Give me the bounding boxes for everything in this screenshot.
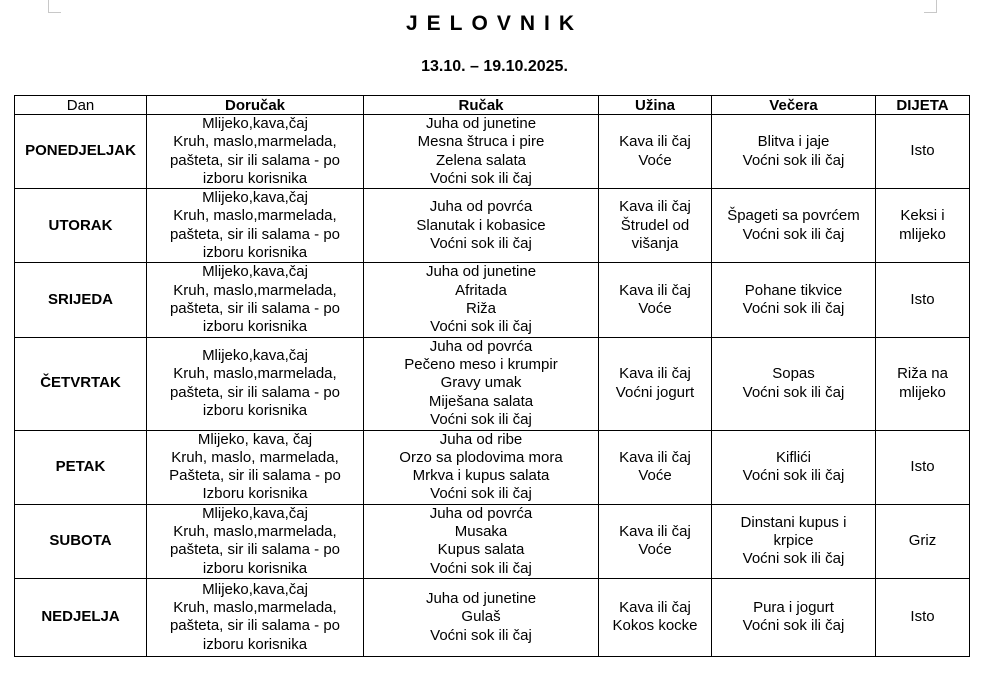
header-dinner: Večera xyxy=(712,96,876,115)
cell-line: Dinstani kupus i xyxy=(740,513,847,531)
cell-line: Juha od junetine xyxy=(425,263,537,281)
dinner-cell xyxy=(712,504,876,578)
header-row xyxy=(15,96,970,115)
cell-line: Voćni sok ili čaj xyxy=(430,626,532,644)
cell-line: Musaka xyxy=(454,523,508,541)
cell-line: Miješana salata xyxy=(428,392,534,410)
dinner-cell xyxy=(712,263,876,337)
cell-line: pašteta, sir ili salama - po xyxy=(169,151,341,169)
cell-line: Keksi i xyxy=(900,207,945,225)
cell-line: Kiflići xyxy=(775,448,811,466)
cell-line: Isto xyxy=(910,290,935,308)
cell-line: Kava ili čaj xyxy=(619,448,691,466)
cell-line: Izboru korisnika xyxy=(202,485,308,503)
cell-line: Zelena salata xyxy=(435,151,527,169)
day-cell: SUBOTA xyxy=(15,504,147,578)
cell-line: izboru korisnika xyxy=(202,244,308,262)
cell-line: Kruh, maslo,marmelada, xyxy=(173,281,337,299)
cell-line: Voće xyxy=(638,467,672,485)
breakfast-cell xyxy=(147,189,364,263)
cell-line: Voćni sok ili čaj xyxy=(430,169,532,187)
cell-line: Voćni sok ili čaj xyxy=(430,485,532,503)
lunch-cell xyxy=(364,504,599,578)
cell-line: Isto xyxy=(910,142,935,160)
cell-line: pašteta, sir ili salama - po xyxy=(169,541,341,559)
table-row xyxy=(15,578,970,656)
cell-line: Riža na xyxy=(897,365,948,383)
day-cell: PONEDJELJAK xyxy=(15,115,147,189)
breakfast-cell xyxy=(147,337,364,430)
cell-line: Voćni sok ili čaj xyxy=(430,234,532,252)
cell-line: Sopas xyxy=(772,365,815,383)
cell-line: Mlijeko,kava,čaj xyxy=(202,189,308,207)
dinner-cell xyxy=(712,430,876,504)
cell-line: izboru korisnika xyxy=(202,559,308,577)
cell-line: Voćni sok ili čaj xyxy=(742,383,845,401)
snack-cell xyxy=(599,263,712,337)
lunch-cell xyxy=(364,263,599,337)
cell-line: Voćni sok ili čaj xyxy=(742,299,845,317)
cell-line: Kupus salata xyxy=(437,541,525,559)
diet-cell xyxy=(876,263,970,337)
cell-line: Voćni sok ili čaj xyxy=(742,225,845,243)
diet-cell xyxy=(876,189,970,263)
cell-line: mlijeko xyxy=(899,383,946,401)
date-range: 13.10. – 19.10.2025. xyxy=(421,58,568,75)
cell-line: Voćni sok ili čaj xyxy=(742,467,845,485)
cell-line: Voće xyxy=(638,151,672,169)
snack-cell xyxy=(599,504,712,578)
cell-line: Voće xyxy=(638,299,672,317)
cell-line: Griz xyxy=(908,532,937,550)
breakfast-cell xyxy=(147,115,364,189)
cell-line: Voćni sok ili čaj xyxy=(742,151,845,169)
snack-cell xyxy=(599,337,712,430)
cell-line: Gulaš xyxy=(461,608,501,626)
cell-line: Juha od povrća xyxy=(429,504,533,522)
cell-line: Kava ili čaj xyxy=(619,281,691,299)
header-diet: DIJETA xyxy=(876,96,970,115)
day-cell: UTORAK xyxy=(15,189,147,263)
document-title: JELOVNIK xyxy=(405,12,584,35)
cell-line: Blitva i jaje xyxy=(757,133,830,151)
breakfast-cell xyxy=(147,578,364,656)
header-breakfast: Doručak xyxy=(147,96,364,115)
diet-cell xyxy=(876,578,970,656)
lunch-cell xyxy=(364,430,599,504)
lunch-cell xyxy=(364,189,599,263)
cell-line: Pohane tikvice xyxy=(744,281,843,299)
table-row xyxy=(15,337,970,430)
breakfast-cell xyxy=(147,504,364,578)
cell-line: Kava ili čaj xyxy=(619,133,691,151)
cell-line: Juha od povrća xyxy=(429,198,533,216)
table-row xyxy=(15,263,970,337)
cell-line: izboru korisnika xyxy=(202,169,308,187)
diet-cell xyxy=(876,337,970,430)
cell-line: Isto xyxy=(910,458,935,475)
cell-line: Kava ili čaj xyxy=(619,198,691,216)
cell-line: Orzo sa plodovima mora xyxy=(399,448,563,466)
table-row xyxy=(15,189,970,263)
cell-line: Slanutak i kobasice xyxy=(416,216,546,234)
cell-line: Kruh, maslo,marmelada, xyxy=(173,365,337,383)
header-lunch: Ručak xyxy=(364,96,599,115)
cell-line: Pašteta, sir ili salama - po xyxy=(169,467,341,485)
cell-line: pašteta, sir ili salama - po xyxy=(169,225,341,243)
cell-line: Isto xyxy=(910,608,935,626)
cell-line: Gravy umak xyxy=(440,374,522,392)
cell-line: Mlijeko,kava,čaj xyxy=(202,504,308,522)
cell-line: Kava ili čaj xyxy=(619,523,691,541)
cell-line: Voćni sok ili čaj xyxy=(742,617,845,635)
cell-line: Mlijeko,kava,čaj xyxy=(202,346,308,364)
table-row xyxy=(15,115,970,189)
cell-line: Voćni sok ili čaj xyxy=(742,550,845,568)
day-cell: NEDJELJA xyxy=(15,578,147,656)
cell-line: Pečeno meso i krumpir xyxy=(404,356,558,374)
snack-cell xyxy=(599,578,712,656)
day-cell: SRIJEDA xyxy=(15,263,147,337)
cell-line: Voćni sok ili čaj xyxy=(430,318,532,336)
cell-line: Špageti sa povrćem xyxy=(727,207,860,225)
cell-line: Mlijeko,kava,čaj xyxy=(202,115,308,132)
cell-line: Voće xyxy=(638,541,672,559)
cell-line: Mlijeko,kava,čaj xyxy=(202,580,308,598)
cell-line: Kava ili čaj xyxy=(619,365,691,383)
menu-table xyxy=(14,95,970,657)
cell-line: Štrudel od xyxy=(620,216,690,234)
cell-line: Voćni sok ili čaj xyxy=(430,559,532,577)
cell-line: izboru korisnika xyxy=(202,401,308,419)
cell-line: Juha od junetine xyxy=(425,589,537,607)
cell-line: Kruh, maslo,marmelada, xyxy=(173,207,337,225)
snack-cell xyxy=(599,115,712,189)
header-day: Dan xyxy=(15,96,147,115)
cell-line: izboru korisnika xyxy=(202,318,308,336)
cell-line: Mlijeko, kava, čaj xyxy=(197,430,313,448)
day-cell: PETAK xyxy=(15,430,147,504)
dinner-cell xyxy=(712,578,876,656)
cell-line: Riža xyxy=(465,299,496,317)
day-cell: ČETVRTAK xyxy=(15,337,147,430)
diet-cell xyxy=(876,504,970,578)
breakfast-cell xyxy=(147,430,364,504)
cell-line: pašteta, sir ili salama - po xyxy=(169,299,341,317)
diet-cell xyxy=(876,430,970,504)
dinner-cell xyxy=(712,189,876,263)
cell-line: Mrkva i kupus salata xyxy=(412,467,550,485)
cell-line: Voćni sok ili čaj xyxy=(430,411,532,428)
cell-line: Kruh, maslo,marmelada, xyxy=(173,133,337,151)
cell-line: Kruh, maslo,marmelada, xyxy=(173,599,337,617)
cell-line: Juha od junetine xyxy=(425,115,537,132)
lunch-cell xyxy=(364,337,599,430)
snack-cell xyxy=(599,189,712,263)
cell-line: Juha od povrća xyxy=(429,337,533,355)
cell-line: Kava ili čaj xyxy=(619,599,691,617)
cell-line: pašteta, sir ili salama - po xyxy=(169,383,341,401)
dinner-cell xyxy=(712,337,876,430)
cell-line: Mesna štruca i pire xyxy=(417,133,545,151)
breakfast-cell xyxy=(147,263,364,337)
cell-line: Kokos kocke xyxy=(612,617,698,635)
header-snack: Užina xyxy=(599,96,712,115)
cell-line: Afritada xyxy=(455,281,507,299)
diet-cell xyxy=(876,115,970,189)
cell-line: izboru korisnika xyxy=(202,635,308,653)
snack-cell xyxy=(599,430,712,504)
table-row xyxy=(15,430,970,504)
table-row xyxy=(15,504,970,578)
cell-line: pašteta, sir ili salama - po xyxy=(169,617,341,635)
cell-line: Kruh, maslo, marmelada, xyxy=(171,448,339,466)
cell-line: Voćni jogurt xyxy=(615,383,695,401)
cell-line: mlijeko xyxy=(899,225,946,243)
lunch-cell xyxy=(364,578,599,656)
cell-line: Mlijeko,kava,čaj xyxy=(202,263,308,281)
cell-line: krpice xyxy=(773,532,814,550)
dinner-cell xyxy=(712,115,876,189)
cell-line: Juha od ribe xyxy=(439,430,523,448)
cell-line: Pura i jogurt xyxy=(753,599,834,617)
lunch-cell xyxy=(364,115,599,189)
cell-line: Kruh, maslo,marmelada, xyxy=(173,523,337,541)
cell-line: višanja xyxy=(631,234,679,252)
